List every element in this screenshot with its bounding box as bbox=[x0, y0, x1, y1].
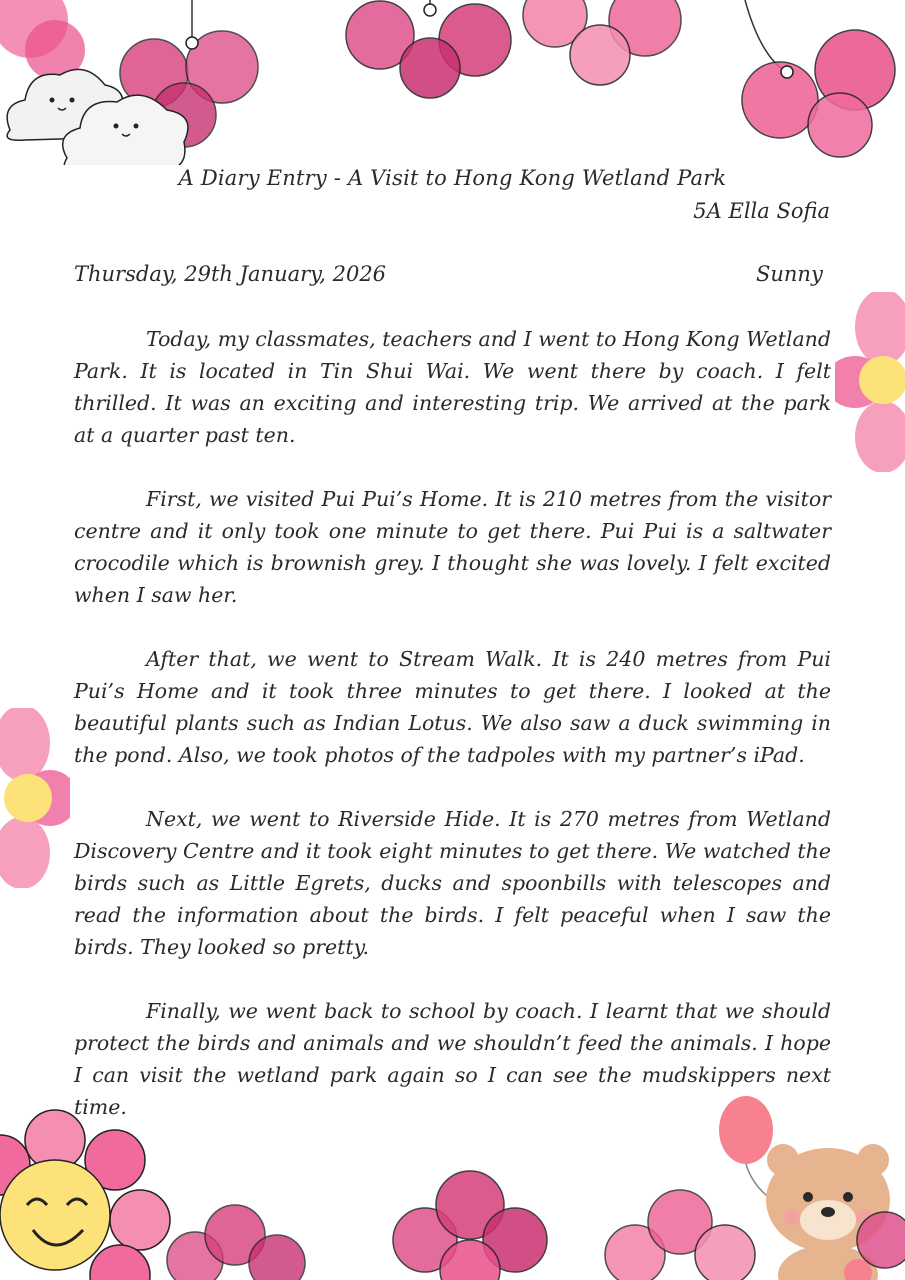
flower-icon bbox=[393, 1171, 547, 1280]
flower-icon bbox=[523, 0, 681, 85]
flower-icon bbox=[605, 1190, 755, 1280]
entry-date: Thursday, 29th January, 2026 bbox=[74, 262, 387, 286]
weather-label: Sunny bbox=[756, 262, 823, 286]
flower-icon bbox=[857, 1212, 905, 1268]
flower-icon bbox=[0, 708, 70, 888]
paragraph: Finally, we went back to school by coach. I learnt that we should protect the birds and animals and we shouldn’t feed the animals. I hope I can visit the wetland park again so I can see the mudskippers next time. bbox=[74, 999, 831, 1119]
paragraph: Next, we went to Riverside Hide. It is 270 metres from Wetland Discovery Centre and it took eight minutes to get there. We watched the birds such as Little Egrets, ducks and spoonbills with telescopes and read the information about the birds. I felt peaceful when I saw the birds. They looked so pretty. bbox=[74, 807, 831, 959]
top-decoration bbox=[0, 0, 905, 165]
paragraph: Today, my classmates, teachers and I went to Hong Kong Wetland Park. It is located in Tin Shui Wai. We went there by coach. I felt thrilled. It was an exciting and interesting trip. We arrived at the park at a quarter past ten. bbox=[74, 327, 831, 447]
flower-icon bbox=[0, 0, 85, 80]
diary-body bbox=[74, 323, 831, 1155]
page-title: A Diary Entry - A Visit to Hong Kong Wetland Park bbox=[178, 166, 727, 190]
flower-icon bbox=[167, 1205, 305, 1280]
author-label: 5A Ella Sofia bbox=[693, 199, 830, 223]
paragraph: After that, we went to Stream Walk. It is 240 metres from Pui Pui’s Home and it took three minutes to get there. I looked at the beautiful plants such as Indian Lotus. We also saw a duck swimming in the pond. Also, we took photos of the tadpoles with my partner’s iPad. bbox=[74, 647, 831, 767]
flower-icon bbox=[835, 292, 905, 472]
flower-icon bbox=[346, 1, 511, 98]
paragraph: First, we visited Pui Pui’s Home. It is 210 metres from the visitor centre and it only took one minute to get there. Pui Pui is a saltwater crocodile which is brownish grey. I thought she was lovely. I felt excited when I saw her. bbox=[74, 487, 831, 607]
